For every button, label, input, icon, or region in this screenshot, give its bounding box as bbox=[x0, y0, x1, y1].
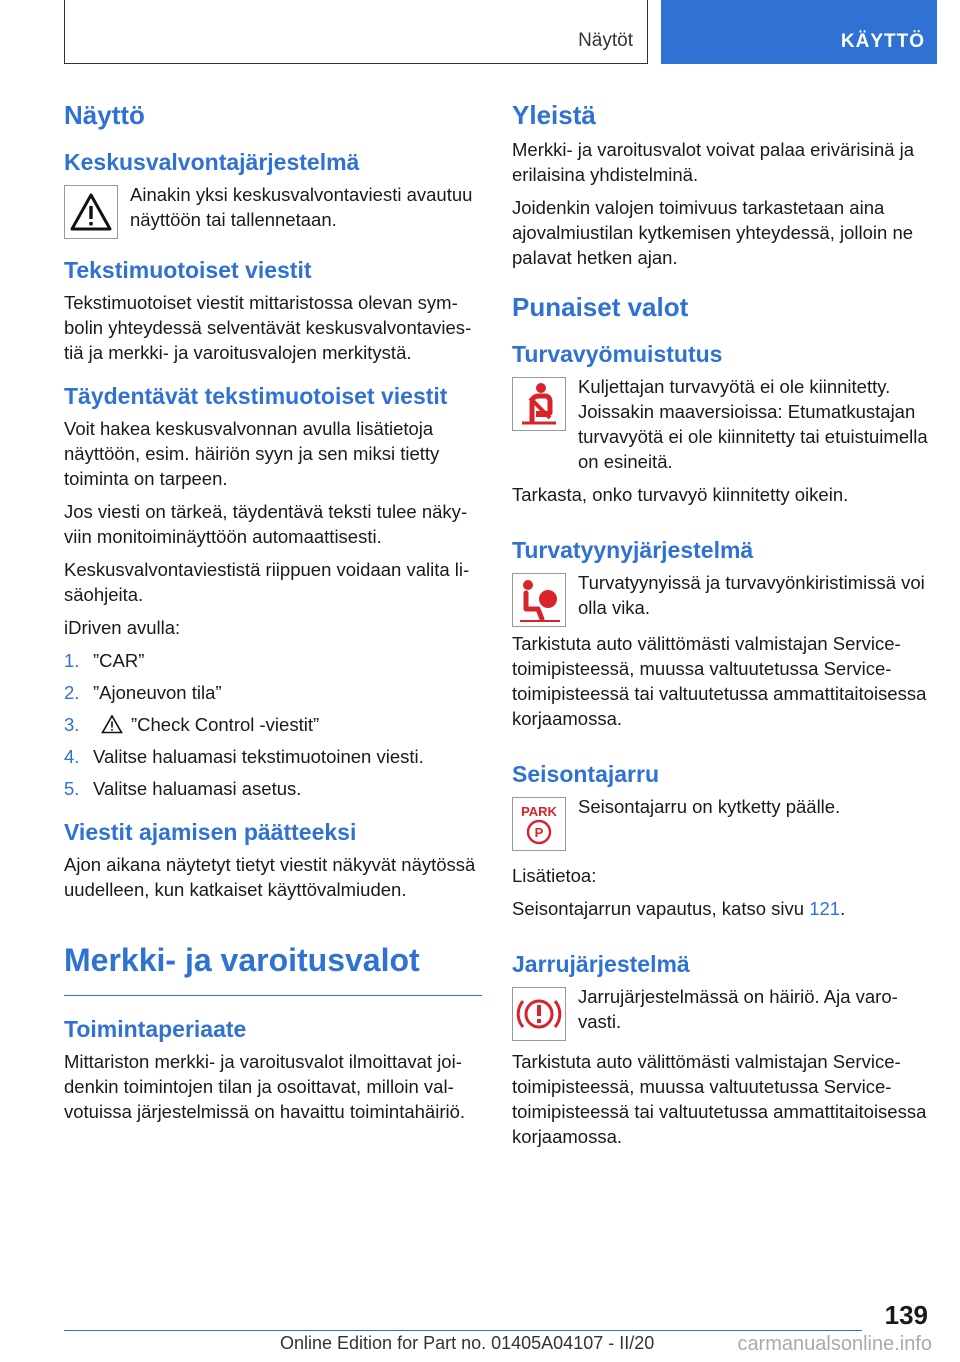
left-column bbox=[64, 100, 482, 1132]
brake-paragraph-2: Tarkistuta auto välittömästi valmistajan Service-toimipisteessä, muussa valtuutetussa Service-toimipisteessä tai valtuutetussa ammattitaitoisessa korjaamossa. bbox=[512, 1051, 927, 1147]
park-text: Seisontajarru on kytketty päälle. bbox=[578, 796, 841, 817]
page-link-121[interactable]: 121 bbox=[809, 898, 841, 919]
park-heading: Seisontajarru bbox=[512, 761, 659, 787]
airbag-row bbox=[512, 570, 932, 627]
supp-paragraph-4: iDriven avulla: bbox=[64, 617, 181, 638]
park-row bbox=[512, 794, 932, 851]
warning-triangle-icon bbox=[64, 185, 118, 239]
driving-paragraph: Ajon aikana näytetyt tietyt viestit näkyvät näytössä uudelleen, kun katkaiset käyttövalmiuden. bbox=[64, 854, 476, 900]
chapter-title: Merkki- ja varoitusvalot bbox=[64, 942, 482, 996]
cc-row bbox=[64, 182, 482, 239]
belt-paragraph-2: Tarkasta, onko turvavyö kiinnitetty oikein. bbox=[512, 484, 849, 505]
belt-text: Kuljettajan turvavyötä ei ole kiinnitetty. Joissakin maaversioissa: Etumatkustajan turvavyötä ei ole kiinnitetty tai etuistuimella on esineitä. bbox=[578, 376, 928, 472]
brake-text: Jarrujärjestelmässä on häiriö. Aja varovasti. bbox=[578, 986, 898, 1032]
principle-paragraph: Mittariston merkki- ja varoitusvalot ilmoittavat joidenkin toimintojen tilan ja osoittavat, milloin valvotuissa järjestelmissä on havaittu toimintahäiriö. bbox=[64, 1051, 466, 1122]
general-heading: Yleistä bbox=[512, 100, 596, 130]
supp-paragraph-2: Jos viesti on tärkeä, täydentävä teksti tulee näkyviin monitoiminäyttöön automaattisesti. bbox=[64, 501, 468, 547]
belt-row bbox=[512, 374, 932, 474]
step-number: 4. bbox=[64, 746, 80, 767]
page-title: Näyttö bbox=[64, 100, 145, 130]
supp-heading: Täydentävät tekstimuotoiset viestit bbox=[64, 383, 448, 409]
footer-edition: Online Edition for Part no. 01405A04107 - II/20 bbox=[280, 1333, 655, 1353]
idrive-steps bbox=[64, 648, 482, 801]
footer-rule bbox=[64, 1330, 862, 1331]
supp-paragraph-3: Keskusvalvontaviestistä riippuen voidaan valita lisäohjeita. bbox=[64, 559, 470, 605]
step-text: Valitse haluamasi tekstimuotoinen viesti. bbox=[93, 746, 424, 767]
header-chapter-tab: KÄYTTÖ bbox=[661, 0, 937, 64]
list-item bbox=[64, 648, 482, 673]
belt-heading: Turvavyömuistutus bbox=[512, 341, 723, 367]
step-text: ”Check Control -viestit” bbox=[131, 714, 320, 735]
list-item bbox=[64, 744, 482, 769]
principle-heading: Toimintaperiaate bbox=[64, 1016, 247, 1042]
red-lights-heading: Punaiset valot bbox=[512, 292, 689, 322]
cc-heading: Keskusvalvontajärjestelmä bbox=[64, 149, 360, 175]
general-paragraph-2: Joidenkin valojen toimivuus tarkastetaan aina ajovalmiustilan kytkemisen yhteydessä, jolloin ne palavat hetken ajan. bbox=[512, 197, 914, 268]
park-ref-text: Seisontajarrun vapautus, katso sivu bbox=[512, 898, 810, 919]
airbag-heading: Turvatyynyjärjestelmä bbox=[512, 537, 754, 563]
park-paragraph-3 bbox=[512, 896, 932, 921]
watermark: carmanualsonline.info bbox=[737, 1333, 932, 1355]
supp-paragraph-1: Voit hakea keskusvalvonnan avulla lisätietoja näyttöön, esim. häiriön syyn ja sen miksi tietty toiminta on tarpeen. bbox=[64, 418, 440, 489]
list-item bbox=[64, 712, 482, 737]
svg-text:P: P bbox=[534, 825, 544, 840]
brake-warning-icon bbox=[512, 987, 566, 1041]
airbag-icon bbox=[512, 573, 566, 627]
header-section-title: Näytöt bbox=[578, 30, 633, 51]
list-item bbox=[64, 776, 482, 801]
cc-text: Ainakin yksi keskusvalvontaviesti avautuu näyttöön tai tallennetaan. bbox=[130, 184, 473, 230]
step-number: 3. bbox=[64, 714, 80, 735]
right-column bbox=[512, 100, 932, 1157]
brake-heading: Jarrujärjestelmä bbox=[512, 951, 690, 977]
driving-heading: Viestit ajamisen päätteeksi bbox=[64, 819, 357, 845]
step-text: Valitse haluamasi asetus. bbox=[93, 778, 302, 799]
park-icon-label: PARK bbox=[521, 804, 557, 819]
text-msgs-heading: Tekstimuotoiset viestit bbox=[64, 257, 312, 283]
airbag-paragraph-2: Tarkistuta auto välittömästi valmistajan Service-toimipisteessä, muussa valtuutetussa Service-toimipisteessä tai valtuutetussa ammattitaitoisessa korjaamossa. bbox=[512, 633, 927, 729]
seatbelt-icon bbox=[512, 377, 566, 431]
park-ref-period: . bbox=[840, 898, 846, 919]
step-text: ”CAR” bbox=[93, 650, 145, 671]
brake-row bbox=[512, 984, 932, 1041]
text-msgs-paragraph: Tekstimuotoiset viestit mittaristossa olevan symbolin yhteydessä selventävät keskusvalvontaviestiä ja merkki- ja varoitusvalojen merkitystä. bbox=[64, 292, 472, 363]
park-paragraph-2: Lisätietoa: bbox=[512, 865, 597, 886]
warning-triangle-icon bbox=[101, 714, 123, 734]
general-paragraph-1: Merkki- ja varoitusvalot voivat palaa erivärisinä ja erilaisina yhdistelminä. bbox=[512, 139, 915, 185]
page-number: 139 bbox=[884, 1300, 928, 1330]
header-section-box bbox=[64, 0, 648, 64]
airbag-text: Turvatyynyissä ja turvavyönkiristimissä voi olla vika. bbox=[578, 572, 925, 618]
step-number: 2. bbox=[64, 682, 80, 703]
step-number: 1. bbox=[64, 650, 80, 671]
parking-brake-icon bbox=[512, 797, 566, 851]
step-number: 5. bbox=[64, 778, 80, 799]
step-text: ”Ajoneuvon tila” bbox=[93, 682, 222, 703]
list-item bbox=[64, 680, 482, 705]
